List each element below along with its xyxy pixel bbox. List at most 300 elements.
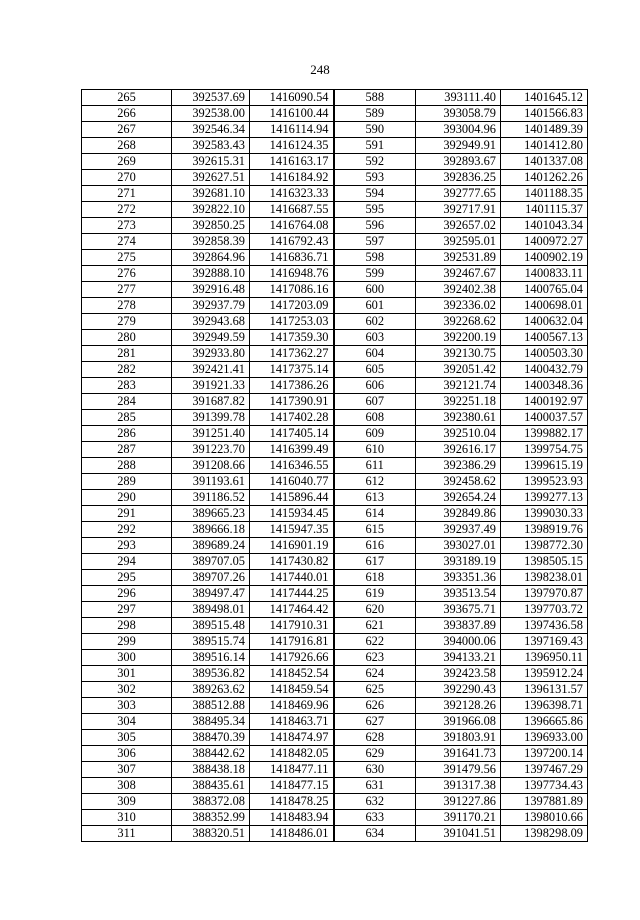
x-coordinate-left: 392615.31: [172, 154, 250, 170]
coordinates-table: [81, 89, 588, 842]
point-number-left: 275: [82, 250, 172, 266]
point-number-left: 270: [82, 170, 172, 186]
table-row: [82, 618, 588, 634]
y-coordinate-left: 1417086.16: [250, 282, 334, 298]
point-number-left: 279: [82, 314, 172, 330]
table-row: [82, 90, 588, 106]
point-number-left: 308: [82, 778, 172, 794]
x-coordinate-left: 388512.88: [172, 698, 250, 714]
point-number-left: 311: [82, 826, 172, 842]
x-coordinate-right: 391803.91: [416, 730, 501, 746]
y-coordinate-left: 1416124.35: [250, 138, 334, 154]
point-number-right: 590: [334, 122, 416, 138]
table-row: [82, 122, 588, 138]
x-coordinate-right: 391041.51: [416, 826, 501, 842]
y-coordinate-right: 1396933.00: [501, 730, 588, 746]
x-coordinate-right: 392949.91: [416, 138, 501, 154]
x-coordinate-left: 392864.96: [172, 250, 250, 266]
y-coordinate-left: 1418477.15: [250, 778, 334, 794]
y-coordinate-left: 1416184.92: [250, 170, 334, 186]
coordinates-table-body: [82, 90, 588, 842]
y-coordinate-left: 1415896.44: [250, 490, 334, 506]
x-coordinate-left: 392937.79: [172, 298, 250, 314]
y-coordinate-left: 1416114.94: [250, 122, 334, 138]
y-coordinate-right: 1399523.93: [501, 474, 588, 490]
x-coordinate-right: 391317.38: [416, 778, 501, 794]
x-coordinate-left: 391399.78: [172, 410, 250, 426]
point-number-right: 628: [334, 730, 416, 746]
point-number-right: 608: [334, 410, 416, 426]
x-coordinate-right: 392130.75: [416, 346, 501, 362]
x-coordinate-right: 391170.21: [416, 810, 501, 826]
point-number-right: 617: [334, 554, 416, 570]
point-number-right: 614: [334, 506, 416, 522]
y-coordinate-right: 1396131.57: [501, 682, 588, 698]
y-coordinate-left: 1417444.25: [250, 586, 334, 602]
x-coordinate-right: 392423.58: [416, 666, 501, 682]
x-coordinate-left: 389707.26: [172, 570, 250, 586]
x-coordinate-right: 392893.67: [416, 154, 501, 170]
y-coordinate-left: 1417386.26: [250, 378, 334, 394]
y-coordinate-right: 1397734.43: [501, 778, 588, 794]
x-coordinate-left: 388495.34: [172, 714, 250, 730]
table-row: [82, 346, 588, 362]
x-coordinate-right: 392836.25: [416, 170, 501, 186]
x-coordinate-left: 388352.99: [172, 810, 250, 826]
y-coordinate-left: 1417402.28: [250, 410, 334, 426]
point-number-right: 613: [334, 490, 416, 506]
y-coordinate-left: 1416948.76: [250, 266, 334, 282]
point-number-right: 623: [334, 650, 416, 666]
point-number-left: 296: [82, 586, 172, 602]
point-number-left: 267: [82, 122, 172, 138]
table-row: [82, 234, 588, 250]
y-coordinate-left: 1416901.19: [250, 538, 334, 554]
x-coordinate-left: 389515.74: [172, 634, 250, 650]
y-coordinate-right: 1396950.11: [501, 650, 588, 666]
y-coordinate-right: 1400192.97: [501, 394, 588, 410]
point-number-right: 620: [334, 602, 416, 618]
table-row: [82, 746, 588, 762]
y-coordinate-left: 1418463.71: [250, 714, 334, 730]
table-row: [82, 378, 588, 394]
x-coordinate-right: 392595.01: [416, 234, 501, 250]
point-number-left: 291: [82, 506, 172, 522]
x-coordinate-left: 389263.62: [172, 682, 250, 698]
table-row: [82, 106, 588, 122]
point-number-right: 626: [334, 698, 416, 714]
y-coordinate-left: 1416163.17: [250, 154, 334, 170]
point-number-right: 612: [334, 474, 416, 490]
x-coordinate-left: 391193.61: [172, 474, 250, 490]
point-number-left: 273: [82, 218, 172, 234]
y-coordinate-right: 1397881.89: [501, 794, 588, 810]
x-coordinate-left: 392933.80: [172, 346, 250, 362]
point-number-right: 606: [334, 378, 416, 394]
point-number-right: 622: [334, 634, 416, 650]
y-coordinate-right: 1401489.39: [501, 122, 588, 138]
point-number-left: 271: [82, 186, 172, 202]
x-coordinate-right: 392268.62: [416, 314, 501, 330]
point-number-left: 269: [82, 154, 172, 170]
x-coordinate-right: 392657.02: [416, 218, 501, 234]
y-coordinate-right: 1400972.27: [501, 234, 588, 250]
y-coordinate-left: 1418459.54: [250, 682, 334, 698]
table-row: [82, 138, 588, 154]
point-number-left: 284: [82, 394, 172, 410]
table-row: [82, 154, 588, 170]
y-coordinate-left: 1416687.55: [250, 202, 334, 218]
point-number-right: 631: [334, 778, 416, 794]
point-number-right: 615: [334, 522, 416, 538]
point-number-right: 611: [334, 458, 416, 474]
y-coordinate-right: 1401115.37: [501, 202, 588, 218]
point-number-left: 305: [82, 730, 172, 746]
y-coordinate-left: 1418474.97: [250, 730, 334, 746]
y-coordinate-right: 1400833.11: [501, 266, 588, 282]
x-coordinate-left: 389497.47: [172, 586, 250, 602]
y-coordinate-right: 1399615.19: [501, 458, 588, 474]
table-row: [82, 250, 588, 266]
point-number-left: 290: [82, 490, 172, 506]
x-coordinate-right: 393189.19: [416, 554, 501, 570]
y-coordinate-left: 1417375.14: [250, 362, 334, 378]
x-coordinate-right: 392937.49: [416, 522, 501, 538]
y-coordinate-left: 1417359.30: [250, 330, 334, 346]
y-coordinate-left: 1415934.45: [250, 506, 334, 522]
y-coordinate-right: 1401337.08: [501, 154, 588, 170]
point-number-left: 302: [82, 682, 172, 698]
table-row: [82, 698, 588, 714]
table-row: [82, 522, 588, 538]
y-coordinate-left: 1418486.01: [250, 826, 334, 842]
point-number-left: 289: [82, 474, 172, 490]
point-number-right: 604: [334, 346, 416, 362]
y-coordinate-right: 1396665.86: [501, 714, 588, 730]
point-number-right: 598: [334, 250, 416, 266]
x-coordinate-right: 393004.96: [416, 122, 501, 138]
x-coordinate-left: 388442.62: [172, 746, 250, 762]
point-number-right: 602: [334, 314, 416, 330]
y-coordinate-left: 1418452.54: [250, 666, 334, 682]
y-coordinate-right: 1400632.04: [501, 314, 588, 330]
table-row: [82, 170, 588, 186]
point-number-right: 594: [334, 186, 416, 202]
x-coordinate-right: 391227.86: [416, 794, 501, 810]
table-row: [82, 474, 588, 490]
point-number-left: 293: [82, 538, 172, 554]
x-coordinate-left: 389536.82: [172, 666, 250, 682]
y-coordinate-left: 1416100.44: [250, 106, 334, 122]
table-row: [82, 266, 588, 282]
y-coordinate-left: 1416323.33: [250, 186, 334, 202]
y-coordinate-left: 1416090.54: [250, 90, 334, 106]
x-coordinate-right: 392386.29: [416, 458, 501, 474]
table-row: [82, 762, 588, 778]
y-coordinate-right: 1397467.29: [501, 762, 588, 778]
point-number-right: 618: [334, 570, 416, 586]
table-row: [82, 778, 588, 794]
y-coordinate-left: 1418483.94: [250, 810, 334, 826]
x-coordinate-left: 392858.39: [172, 234, 250, 250]
y-coordinate-right: 1401262.26: [501, 170, 588, 186]
point-number-right: 592: [334, 154, 416, 170]
point-number-left: 277: [82, 282, 172, 298]
x-coordinate-right: 392654.24: [416, 490, 501, 506]
table-row: [82, 570, 588, 586]
table-row: [82, 682, 588, 698]
y-coordinate-left: 1418478.25: [250, 794, 334, 810]
x-coordinate-left: 389516.14: [172, 650, 250, 666]
y-coordinate-right: 1397436.58: [501, 618, 588, 634]
point-number-left: 286: [82, 426, 172, 442]
table-row: [82, 442, 588, 458]
point-number-left: 272: [82, 202, 172, 218]
point-number-right: 616: [334, 538, 416, 554]
point-number-right: 589: [334, 106, 416, 122]
x-coordinate-left: 391208.66: [172, 458, 250, 474]
y-coordinate-left: 1416346.55: [250, 458, 334, 474]
x-coordinate-right: 392777.65: [416, 186, 501, 202]
y-coordinate-right: 1396398.71: [501, 698, 588, 714]
table-row: [82, 362, 588, 378]
y-coordinate-left: 1417253.03: [250, 314, 334, 330]
point-number-left: 274: [82, 234, 172, 250]
x-coordinate-right: 393351.36: [416, 570, 501, 586]
x-coordinate-left: 391251.40: [172, 426, 250, 442]
point-number-left: 301: [82, 666, 172, 682]
table-row: [82, 490, 588, 506]
point-number-right: 591: [334, 138, 416, 154]
point-number-right: 630: [334, 762, 416, 778]
point-number-left: 276: [82, 266, 172, 282]
point-number-right: 629: [334, 746, 416, 762]
point-number-left: 282: [82, 362, 172, 378]
y-coordinate-left: 1416764.08: [250, 218, 334, 234]
point-number-left: 268: [82, 138, 172, 154]
table-row: [82, 794, 588, 810]
x-coordinate-right: 393513.54: [416, 586, 501, 602]
y-coordinate-right: 1397200.14: [501, 746, 588, 762]
x-coordinate-left: 392822.10: [172, 202, 250, 218]
x-coordinate-right: 392128.26: [416, 698, 501, 714]
y-coordinate-right: 1400567.13: [501, 330, 588, 346]
point-number-right: 624: [334, 666, 416, 682]
y-coordinate-right: 1401043.34: [501, 218, 588, 234]
y-coordinate-right: 1401566.83: [501, 106, 588, 122]
y-coordinate-right: 1398772.30: [501, 538, 588, 554]
table-row: [82, 714, 588, 730]
y-coordinate-right: 1398010.66: [501, 810, 588, 826]
table-row: [82, 634, 588, 650]
y-coordinate-right: 1398238.01: [501, 570, 588, 586]
point-number-left: 294: [82, 554, 172, 570]
point-number-left: 280: [82, 330, 172, 346]
x-coordinate-left: 392537.69: [172, 90, 250, 106]
x-coordinate-left: 392888.10: [172, 266, 250, 282]
point-number-left: 278: [82, 298, 172, 314]
table-row: [82, 186, 588, 202]
point-number-left: 295: [82, 570, 172, 586]
table-row: [82, 586, 588, 602]
x-coordinate-left: 388438.18: [172, 762, 250, 778]
x-coordinate-left: 388435.61: [172, 778, 250, 794]
point-number-left: 288: [82, 458, 172, 474]
table-row: [82, 506, 588, 522]
x-coordinate-right: 393058.79: [416, 106, 501, 122]
point-number-right: 634: [334, 826, 416, 842]
x-coordinate-left: 392943.68: [172, 314, 250, 330]
x-coordinate-right: 392336.02: [416, 298, 501, 314]
point-number-right: 619: [334, 586, 416, 602]
point-number-right: 600: [334, 282, 416, 298]
x-coordinate-right: 393111.40: [416, 90, 501, 106]
y-coordinate-left: 1417405.14: [250, 426, 334, 442]
point-number-right: 595: [334, 202, 416, 218]
point-number-right: 596: [334, 218, 416, 234]
point-number-left: 300: [82, 650, 172, 666]
y-coordinate-left: 1416040.77: [250, 474, 334, 490]
y-coordinate-right: 1397703.72: [501, 602, 588, 618]
y-coordinate-right: 1400432.79: [501, 362, 588, 378]
point-number-left: 292: [82, 522, 172, 538]
point-number-right: 607: [334, 394, 416, 410]
y-coordinate-right: 1398505.15: [501, 554, 588, 570]
y-coordinate-left: 1416792.43: [250, 234, 334, 250]
table-row: [82, 394, 588, 410]
y-coordinate-right: 1400698.01: [501, 298, 588, 314]
x-coordinate-left: 392916.48: [172, 282, 250, 298]
x-coordinate-right: 392200.19: [416, 330, 501, 346]
x-coordinate-left: 389666.18: [172, 522, 250, 538]
table-row: [82, 826, 588, 842]
point-number-left: 306: [82, 746, 172, 762]
point-number-left: 285: [82, 410, 172, 426]
table-row: [82, 650, 588, 666]
y-coordinate-left: 1417464.42: [250, 602, 334, 618]
x-coordinate-right: 392467.67: [416, 266, 501, 282]
table-row: [82, 202, 588, 218]
y-coordinate-left: 1417203.09: [250, 298, 334, 314]
point-number-right: 625: [334, 682, 416, 698]
x-coordinate-right: 392510.04: [416, 426, 501, 442]
point-number-left: 265: [82, 90, 172, 106]
point-number-left: 287: [82, 442, 172, 458]
page-number: 248: [310, 62, 330, 77]
point-number-right: 610: [334, 442, 416, 458]
y-coordinate-left: 1418482.05: [250, 746, 334, 762]
x-coordinate-right: 392121.74: [416, 378, 501, 394]
x-coordinate-right: 392458.62: [416, 474, 501, 490]
point-number-right: 609: [334, 426, 416, 442]
point-number-left: 298: [82, 618, 172, 634]
x-coordinate-right: 392051.42: [416, 362, 501, 378]
x-coordinate-left: 389498.01: [172, 602, 250, 618]
x-coordinate-left: 392681.10: [172, 186, 250, 202]
x-coordinate-right: 391641.73: [416, 746, 501, 762]
y-coordinate-right: 1400037.57: [501, 410, 588, 426]
point-number-right: 632: [334, 794, 416, 810]
x-coordinate-left: 392850.25: [172, 218, 250, 234]
table-row: [82, 730, 588, 746]
y-coordinate-left: 1416399.49: [250, 442, 334, 458]
point-number-right: 588: [334, 90, 416, 106]
y-coordinate-right: 1401412.80: [501, 138, 588, 154]
y-coordinate-left: 1417910.31: [250, 618, 334, 634]
y-coordinate-right: 1395912.24: [501, 666, 588, 682]
y-coordinate-left: 1417916.81: [250, 634, 334, 650]
y-coordinate-right: 1398919.76: [501, 522, 588, 538]
x-coordinate-left: 392583.43: [172, 138, 250, 154]
point-number-left: 307: [82, 762, 172, 778]
y-coordinate-left: 1417430.82: [250, 554, 334, 570]
point-number-right: 627: [334, 714, 416, 730]
x-coordinate-left: 392627.51: [172, 170, 250, 186]
y-coordinate-left: 1418469.96: [250, 698, 334, 714]
x-coordinate-left: 391687.82: [172, 394, 250, 410]
x-coordinate-right: 393837.89: [416, 618, 501, 634]
x-coordinate-left: 392421.41: [172, 362, 250, 378]
x-coordinate-left: 391921.33: [172, 378, 250, 394]
x-coordinate-right: 392616.17: [416, 442, 501, 458]
y-coordinate-right: 1401188.35: [501, 186, 588, 202]
y-coordinate-right: 1400765.04: [501, 282, 588, 298]
y-coordinate-right: 1397970.87: [501, 586, 588, 602]
y-coordinate-right: 1400902.19: [501, 250, 588, 266]
table-row: [82, 666, 588, 682]
y-coordinate-left: 1415947.35: [250, 522, 334, 538]
point-number-right: 593: [334, 170, 416, 186]
table-row: [82, 314, 588, 330]
y-coordinate-right: 1399882.17: [501, 426, 588, 442]
x-coordinate-right: 392717.91: [416, 202, 501, 218]
table-row: [82, 458, 588, 474]
table-row: [82, 810, 588, 826]
y-coordinate-left: 1417440.01: [250, 570, 334, 586]
y-coordinate-right: 1400348.36: [501, 378, 588, 394]
point-number-right: 599: [334, 266, 416, 282]
point-number-right: 597: [334, 234, 416, 250]
point-number-left: 266: [82, 106, 172, 122]
point-number-right: 601: [334, 298, 416, 314]
y-coordinate-left: 1416836.71: [250, 250, 334, 266]
table-row: [82, 218, 588, 234]
table-row: [82, 282, 588, 298]
table-row: [82, 410, 588, 426]
y-coordinate-left: 1418477.11: [250, 762, 334, 778]
x-coordinate-right: 392290.43: [416, 682, 501, 698]
x-coordinate-left: 389689.24: [172, 538, 250, 554]
x-coordinate-right: 391966.08: [416, 714, 501, 730]
y-coordinate-right: 1399277.13: [501, 490, 588, 506]
table-row: [82, 554, 588, 570]
x-coordinate-right: 392849.86: [416, 506, 501, 522]
point-number-left: 281: [82, 346, 172, 362]
x-coordinate-left: 391186.52: [172, 490, 250, 506]
x-coordinate-left: 389707.05: [172, 554, 250, 570]
x-coordinate-left: 391223.70: [172, 442, 250, 458]
x-coordinate-left: 392538.00: [172, 106, 250, 122]
y-coordinate-right: 1397169.43: [501, 634, 588, 650]
x-coordinate-left: 389515.48: [172, 618, 250, 634]
x-coordinate-right: 393027.01: [416, 538, 501, 554]
x-coordinate-left: 388320.51: [172, 826, 250, 842]
y-coordinate-right: 1399030.33: [501, 506, 588, 522]
point-number-left: 303: [82, 698, 172, 714]
x-coordinate-right: 392402.38: [416, 282, 501, 298]
y-coordinate-right: 1399754.75: [501, 442, 588, 458]
x-coordinate-left: 389665.23: [172, 506, 250, 522]
